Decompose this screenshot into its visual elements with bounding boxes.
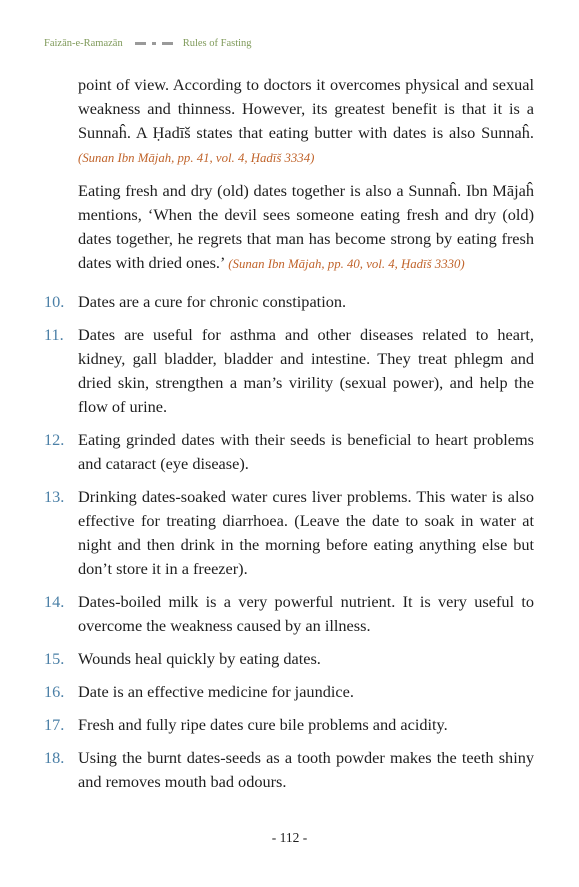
item-number: 18. [44,748,65,767]
item-text: Dates are useful for asthma and other diseases related to heart, kidney, gall bladder, bladder and intestine. They treat phlegm and dried skin, strengthen a man’s virility (sexual power), and help the flow of urine. [78,325,534,416]
list-item [44,323,534,419]
item-text: Wounds heal quickly by eating dates. [78,649,321,668]
item-number: 17. [44,715,65,734]
item-number: 14. [44,592,65,611]
item-text: Dates-boiled milk is a very powerful nutrient. It is very useful to overcome the weakness caused by an illness. [78,592,534,635]
list-item [44,713,534,737]
item-text: Date is an effective medicine for jaundice. [78,682,354,701]
item-number: 11. [44,325,64,344]
chapter-title: Rules of Fasting [182,38,252,49]
item-text: Fresh and fully ripe dates cure bile problems and acidity. [78,715,448,734]
item-text: Using the burnt dates-seeds as a tooth powder makes the teeth shiny and removes mouth bad odours. [78,748,534,791]
item-text: Drinking dates-soaked water cures liver problems. This water is also effective for treating diarrhoea. (Leave the date to soak in water at night and then drink in the morning before eating anything else but don’t store it in a freezer). [78,487,534,578]
paragraph-text: Eating fresh and dry (old) dates together is also a Sunnaĥ. Ibn Mājaĥ mentions, ‘When the devil sees someone eating fresh and dry (old) dates together, he regrets that man has become strong by eating fresh dates with dried ones.’ [78,181,534,272]
list-item [44,290,534,314]
item-text: Eating grinded dates with their seeds is beneficial to heart problems and cataract (eye disease). [78,430,534,473]
list-item [44,680,534,704]
paragraph-1 [78,73,534,170]
list-item [44,485,534,581]
item-number: 16. [44,682,65,701]
item-number: 12. [44,430,65,449]
paragraph-text: point of view. According to doctors it overcomes physical and sexual weakness and thinness. However, its greatest benefit is that it is a Sunnaĥ. A Ḥadīš states that eating butter with dates is also Sunnaĥ. [78,75,534,142]
list-item [44,647,534,671]
reference-citation: (Sunan Ibn Mājah, pp. 40, vol. 4, Ḥadīš 3330) [228,257,465,271]
list-item [44,590,534,638]
page-body [44,73,534,794]
book-title: Faizān-e-Ramazān [44,38,123,49]
item-number: 13. [44,487,65,506]
item-number: 10. [44,292,65,311]
page-number: - 112 - [271,830,308,845]
list-item [44,746,534,794]
running-header [44,38,252,49]
header-separator [135,42,173,45]
item-number: 15. [44,649,65,668]
list-item [44,428,534,476]
reference-citation: (Sunan Ibn Mājah, pp. 41, vol. 4, Ḥadīš 3334) [78,151,315,165]
item-text: Dates are a cure for chronic constipation. [78,292,347,311]
benefits-list [44,290,534,794]
paragraph-2 [78,179,534,276]
